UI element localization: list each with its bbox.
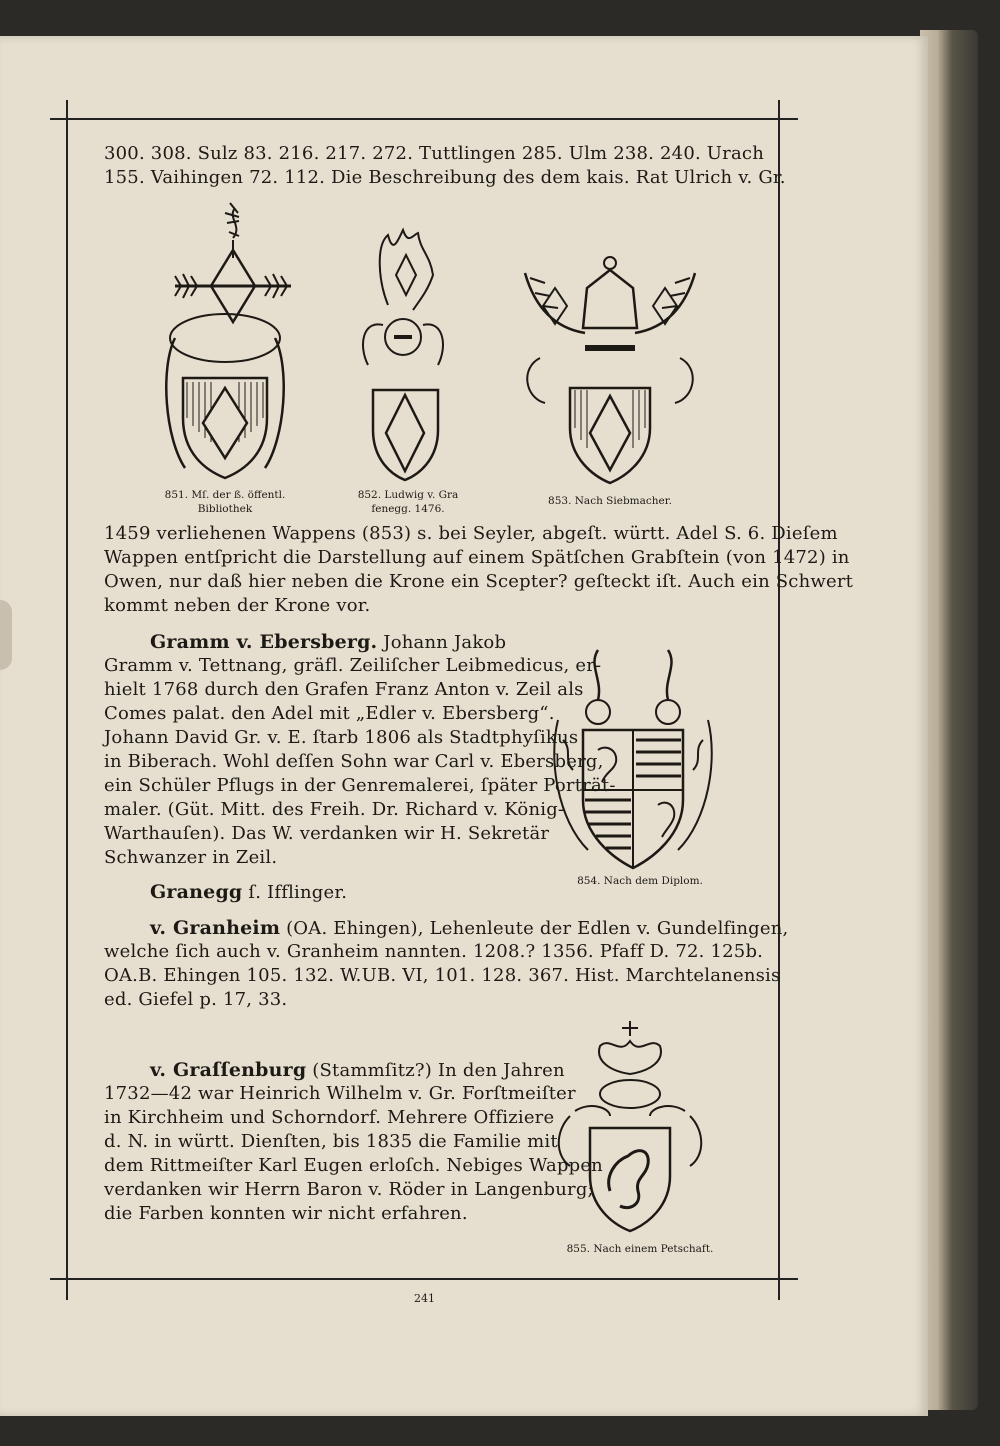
- frame-right-rule: [778, 100, 780, 1300]
- caption-853: 853. Nach Siebmacher.: [548, 495, 672, 507]
- gramm-line-1-rest: Johann Jakob: [377, 632, 507, 653]
- granheim-line-3: OA.B. Ehingen 105. 132. W.UB. VI, 101. 128. 367. Hist. Marchtelanensis: [104, 965, 781, 986]
- granegg-head: Granegg: [150, 881, 243, 903]
- coat-of-arms-851-icon: [155, 198, 295, 483]
- caption-852: [338, 488, 478, 516]
- caption-854: 854. Nach dem Diplom.: [577, 875, 703, 887]
- grassenburg-line-4: d. N. in württ. Dienſten, bis 1835 die Familie mit: [104, 1131, 558, 1152]
- top-line-1: 300. 308. Sulz 83. 216. 217. 272. Tuttlingen 285. Ulm 238. 240. Urach: [104, 143, 764, 164]
- granheim-line-1-rest: (OA. Ehingen), Lehenleute der Edlen v. Gundelfingen,: [280, 918, 789, 939]
- gramm-line-6: in Biberach. Wohl deſſen Sohn war Carl v. Ebersberg,: [104, 751, 604, 772]
- gramm-line-3: hielt 1768 durch den Grafen Franz Anton v. Zeil als: [104, 679, 584, 700]
- granheim-line-2: welche ſich auch v. Granheim nannten. 1208.? 1356. Pfaff D. 72. 125b.: [104, 941, 764, 962]
- granheim-line-4: ed. Giefel p. 17, 33.: [104, 989, 288, 1010]
- grassenburg-line-6: verdanken wir Herrn Baron v. Röder in Langenburg;: [104, 1179, 594, 1200]
- coat-of-arms-854-icon: [548, 640, 718, 872]
- gramm-line-10: Schwanzer in Zeil.: [104, 847, 278, 868]
- caption-852-line-2: fenegg. 1476.: [371, 503, 445, 515]
- para-1459-line-1: 1459 verliehenen Wappens (853) s. bei Seyler, abgeſt. württ. Adel S. 6. Dieſem: [104, 523, 838, 544]
- gramm-line-1: [150, 630, 506, 655]
- caption-851: [140, 488, 310, 516]
- grassenburg-line-5: dem Rittmeiſter Karl Eugen erloſch. Nebiges Wappen: [104, 1155, 603, 1176]
- top-line-2: 155. Vaihingen 72. 112. Die Beschreibung des dem kais. Rat Ulrich v. Gr.: [104, 167, 786, 188]
- granheim-head: v. Granheim: [150, 917, 281, 939]
- caption-851-line-2: Bibliothek: [197, 503, 253, 515]
- gramm-line-9: Warthauſen). Das W. verdanken wir H. Sekretär: [104, 823, 550, 844]
- para-1459-line-3: Owen, nur daß hier neben die Krone ein Scepter? geſteckt iſt. Auch ein Schwert: [104, 571, 854, 592]
- gramm-line-5: Johann David Gr. v. E. ſtarb 1806 als Stadtphyſikus: [104, 727, 579, 748]
- grassenburg-head: v. Graſſenburg: [150, 1059, 307, 1081]
- grassenburg-line-3: in Kirchheim und Schorndorf. Mehrere Offiziere: [104, 1107, 555, 1128]
- frame-left-rule: [66, 100, 68, 1300]
- gramm-line-2: Gramm v. Tettnang, gräfl. Zeiliſcher Leibmedicus, er-: [104, 655, 602, 676]
- coat-of-arms-855-icon: [550, 1016, 710, 1236]
- para-1459-line-2: Wappen entſpricht die Darstellung auf einem Spätſchen Grabſtein (von 1472) in: [104, 547, 850, 568]
- coat-of-arms-853-icon: [515, 248, 705, 488]
- entry-granegg: [150, 880, 347, 905]
- caption-855: 855. Nach einem Petschaft.: [566, 1243, 714, 1255]
- granheim-line-1: [150, 916, 788, 941]
- grassenburg-line-2: 1732—42 war Heinrich Wilhelm v. Gr. Forſtmeiſter: [104, 1083, 576, 1104]
- frame-top-rule: [50, 118, 798, 120]
- page-hole: [0, 600, 12, 670]
- caption-851-line-1: 851. Mſ. der ß. öffentl.: [164, 489, 286, 501]
- frame-bottom-rule: [50, 1278, 798, 1280]
- page-number: 241: [414, 1292, 435, 1305]
- grassenburg-line-1: [150, 1058, 565, 1083]
- para-1459-line-4: kommt neben der Krone vor.: [104, 595, 371, 616]
- grassenburg-line-1-rest: (Stammſitz?) In den Jahren: [306, 1060, 565, 1081]
- grassenburg-line-7: die Farben konnten wir nicht erfahren.: [104, 1203, 468, 1224]
- book-edge: [920, 30, 978, 1410]
- gramm-line-8: maler. (Güt. Mitt. des Freih. Dr. Richard v. König-: [104, 799, 565, 820]
- granegg-rest: ſ. Ifflinger.: [242, 882, 348, 903]
- gramm-line-4: Comes palat. den Adel mit „Edler v. Ebersberg“.: [104, 703, 555, 724]
- caption-852-line-1: 852. Ludwig v. Gra: [357, 489, 459, 501]
- gramm-head: Gramm v. Ebersberg.: [150, 631, 378, 653]
- coat-of-arms-852-icon: [348, 225, 463, 485]
- gramm-line-7: ein Schüler Pflugs in der Genremalerei, ſpäter Porträt-: [104, 775, 616, 796]
